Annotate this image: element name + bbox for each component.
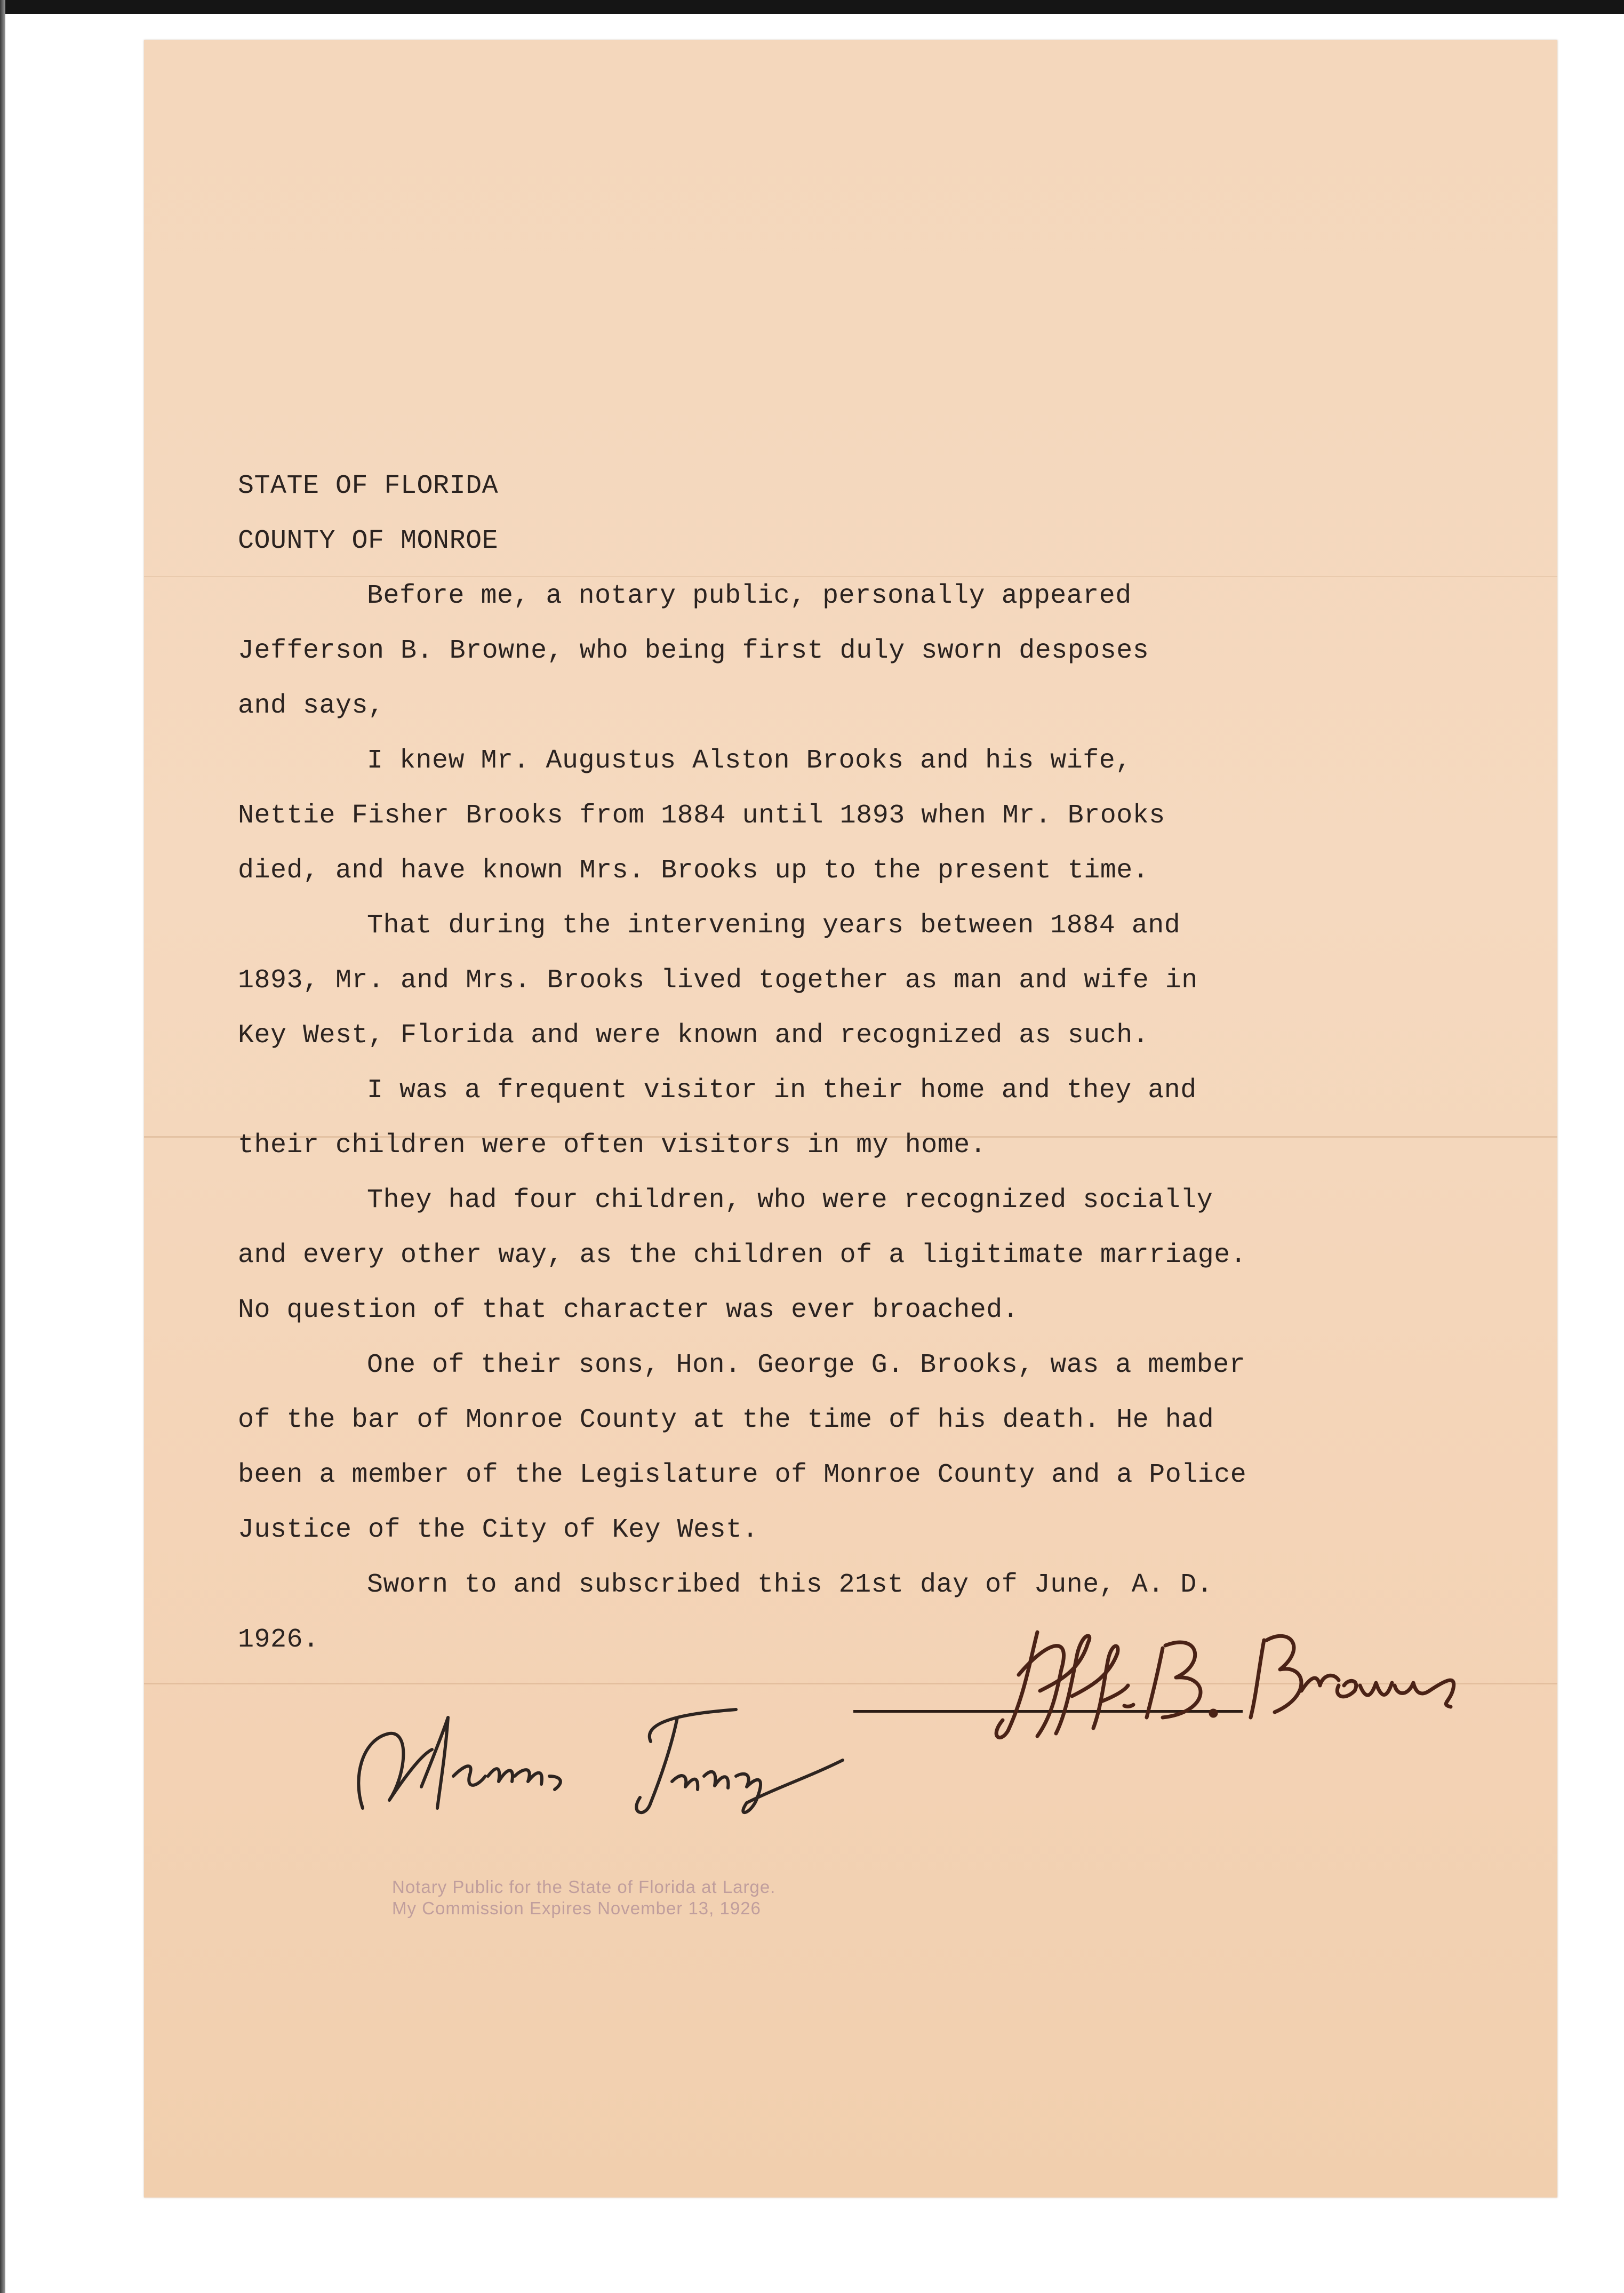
affidavit-line: No question of that character was ever broached. bbox=[238, 1295, 1019, 1325]
affidavit-line: been a member of the Legislature of Monroe County and a Police bbox=[238, 1460, 1247, 1490]
scan-left-edge bbox=[0, 0, 5, 2293]
affidavit-line: Jefferson B. Browne, who being first duly sworn desposes bbox=[238, 636, 1149, 666]
affidavit-body bbox=[238, 569, 1411, 1667]
affidavit-line: I was a frequent visitor in their home and they and bbox=[367, 1075, 1197, 1106]
affidavit-line: Justice of the City of Key West. bbox=[238, 1515, 759, 1545]
affidavit-line: 1893, Mr. and Mrs. Brooks lived together as man and wife in bbox=[238, 965, 1198, 996]
notary-stamp-line: Notary Public for the State of Florida at Large. bbox=[392, 1877, 776, 1897]
affidavit-line: and every other way, as the children of a ligitimate marriage. bbox=[238, 1240, 1247, 1271]
affidavit-text bbox=[238, 459, 1411, 1667]
affidavit-line: of the bar of Monroe County at the time of his death. He had bbox=[238, 1405, 1214, 1435]
notary-stamp-line: My Commission Expires November 13, 1926 bbox=[392, 1898, 761, 1918]
affidavit-line: their children were often visitors in my home. bbox=[238, 1130, 987, 1161]
affidavit-line: One of their sons, Hon. George G. Brooks, was a member bbox=[367, 1350, 1246, 1380]
affidavit-line: They had four children, who were recognized socially bbox=[367, 1185, 1213, 1216]
affidavit-line: and says, bbox=[238, 691, 385, 721]
affidavit-line: Key West, Florida and were known and recognized as such. bbox=[238, 1020, 1149, 1051]
affidavit-line: Before me, a notary public, personally appeared bbox=[367, 581, 1132, 611]
county-heading: COUNTY OF MONROE bbox=[238, 526, 499, 556]
notary-signature bbox=[331, 1696, 917, 1835]
state-heading: STATE OF FLORIDA bbox=[238, 471, 499, 501]
affiant-signature bbox=[987, 1611, 1499, 1749]
affidavit-line: Nettie Fisher Brooks from 1884 until 1893 when Mr. Brooks bbox=[238, 801, 1165, 831]
affidavit-line: died, and have known Mrs. Brooks up to the present time. bbox=[238, 856, 1149, 886]
notary-stamp bbox=[392, 1876, 775, 1919]
scan-top-edge bbox=[0, 0, 1624, 14]
affidavit-line: I knew Mr. Augustus Alston Brooks and his wife, bbox=[367, 746, 1132, 776]
affidavit-line: Sworn to and subscribed this 21st day of June, A. D. bbox=[367, 1570, 1213, 1600]
affidavit-line: 1926. bbox=[238, 1625, 319, 1655]
affidavit-line: That during the intervening years between 1884 and bbox=[367, 910, 1181, 941]
